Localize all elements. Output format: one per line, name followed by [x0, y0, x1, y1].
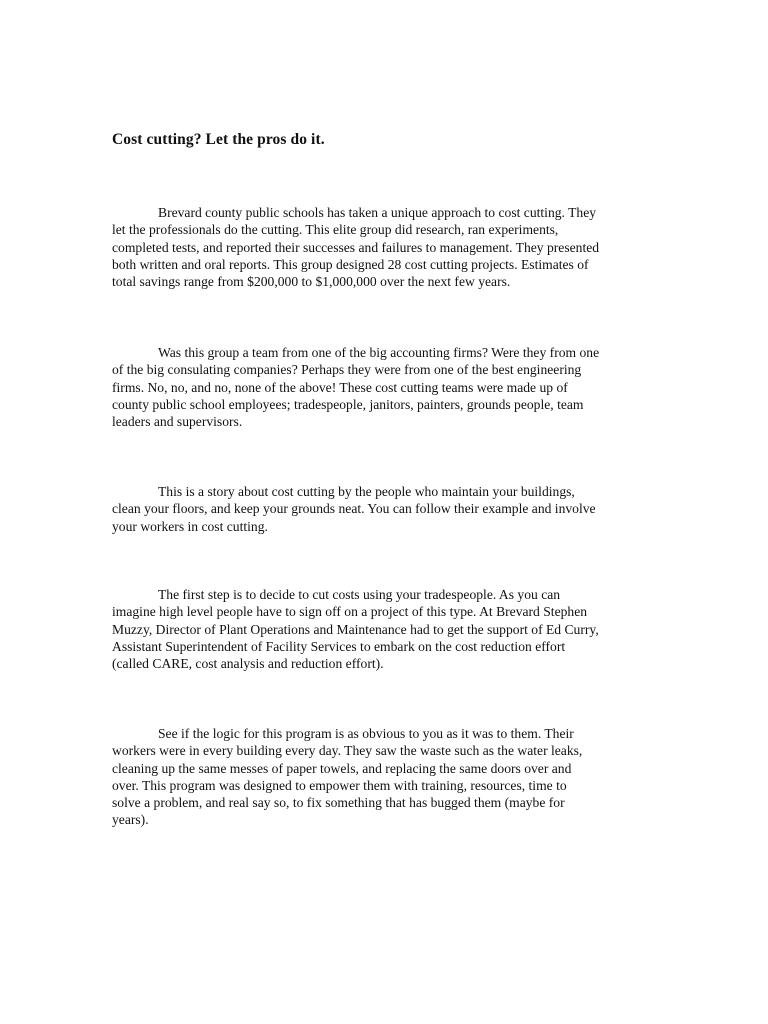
- paragraph-line: Brevard county public schools has taken a unique approach to cost cutting. They: [158, 205, 597, 220]
- paragraph-line: leaders and supervisors.: [112, 414, 243, 430]
- paragraph-line: firms. No, no, and no, none of the above! These cost cutting teams were made up of: [112, 379, 568, 395]
- paragraph-line: total savings range from $200,000 to $1,000,000 over the next few years.: [112, 274, 511, 290]
- paragraph-line: let the professionals do the cutting. This elite group did research, ran experiments,: [112, 222, 559, 238]
- paragraph-4: [112, 586, 657, 672]
- paragraph-line: both written and oral reports. This group designed 28 cost cutting projects. Estimates of: [112, 256, 589, 272]
- paragraph-1: [112, 204, 657, 290]
- paragraph-line: clean your floors, and keep your grounds neat. You can follow their example and involve: [112, 501, 596, 517]
- paragraph-line: Was this group a team from one of the big accounting firms? Were they from one: [158, 345, 600, 360]
- paragraph-line: completed tests, and reported their successes and failures to management. They presented: [112, 239, 600, 255]
- paragraph-line: This is a story about cost cutting by the people who maintain your buildings,: [158, 484, 575, 499]
- paragraph-line: Assistant Superintendent of Facility Services to embark on the cost reduction effort: [112, 638, 566, 654]
- paragraph-line: (called CARE, cost analysis and reduction effort).: [112, 656, 384, 672]
- paragraph-5: [112, 725, 657, 829]
- paragraph-line: The first step is to decide to cut costs using your tradespeople. As you can: [158, 587, 561, 602]
- paragraph-line: See if the logic for this program is as obvious to you as it was to them. Their: [158, 726, 574, 741]
- document-title: Cost cutting? Let the pros do it.: [112, 131, 325, 148]
- paragraph-line: solve a problem, and real say so, to fix something that has bugged them (maybe for: [112, 795, 565, 811]
- paragraph-line: of the big consulating companies? Perhaps they were from one of the best engineering: [112, 362, 582, 378]
- paragraph-line: Muzzy, Director of Plant Operations and Maintenance had to get the support of Ed Curry,: [112, 621, 599, 637]
- paragraph-3: [112, 483, 657, 535]
- paragraph-line: county public school employees; tradespeople, janitors, painters, grounds people, team: [112, 396, 584, 412]
- paragraph-line: over. This program was designed to empower them with training, resources, time to: [112, 777, 567, 793]
- paragraph-line: your workers in cost cutting.: [112, 518, 268, 534]
- paragraph-2: [112, 344, 657, 430]
- paragraph-line: cleaning up the same messes of paper towels, and replacing the same doors over and: [112, 760, 572, 776]
- paragraph-line: years).: [112, 812, 149, 828]
- paragraph-line: imagine high level people have to sign off on a project of this type. At Brevard Stephen: [112, 604, 588, 620]
- paragraph-line: workers were in every building every day. They saw the waste such as the water leaks,: [112, 743, 583, 759]
